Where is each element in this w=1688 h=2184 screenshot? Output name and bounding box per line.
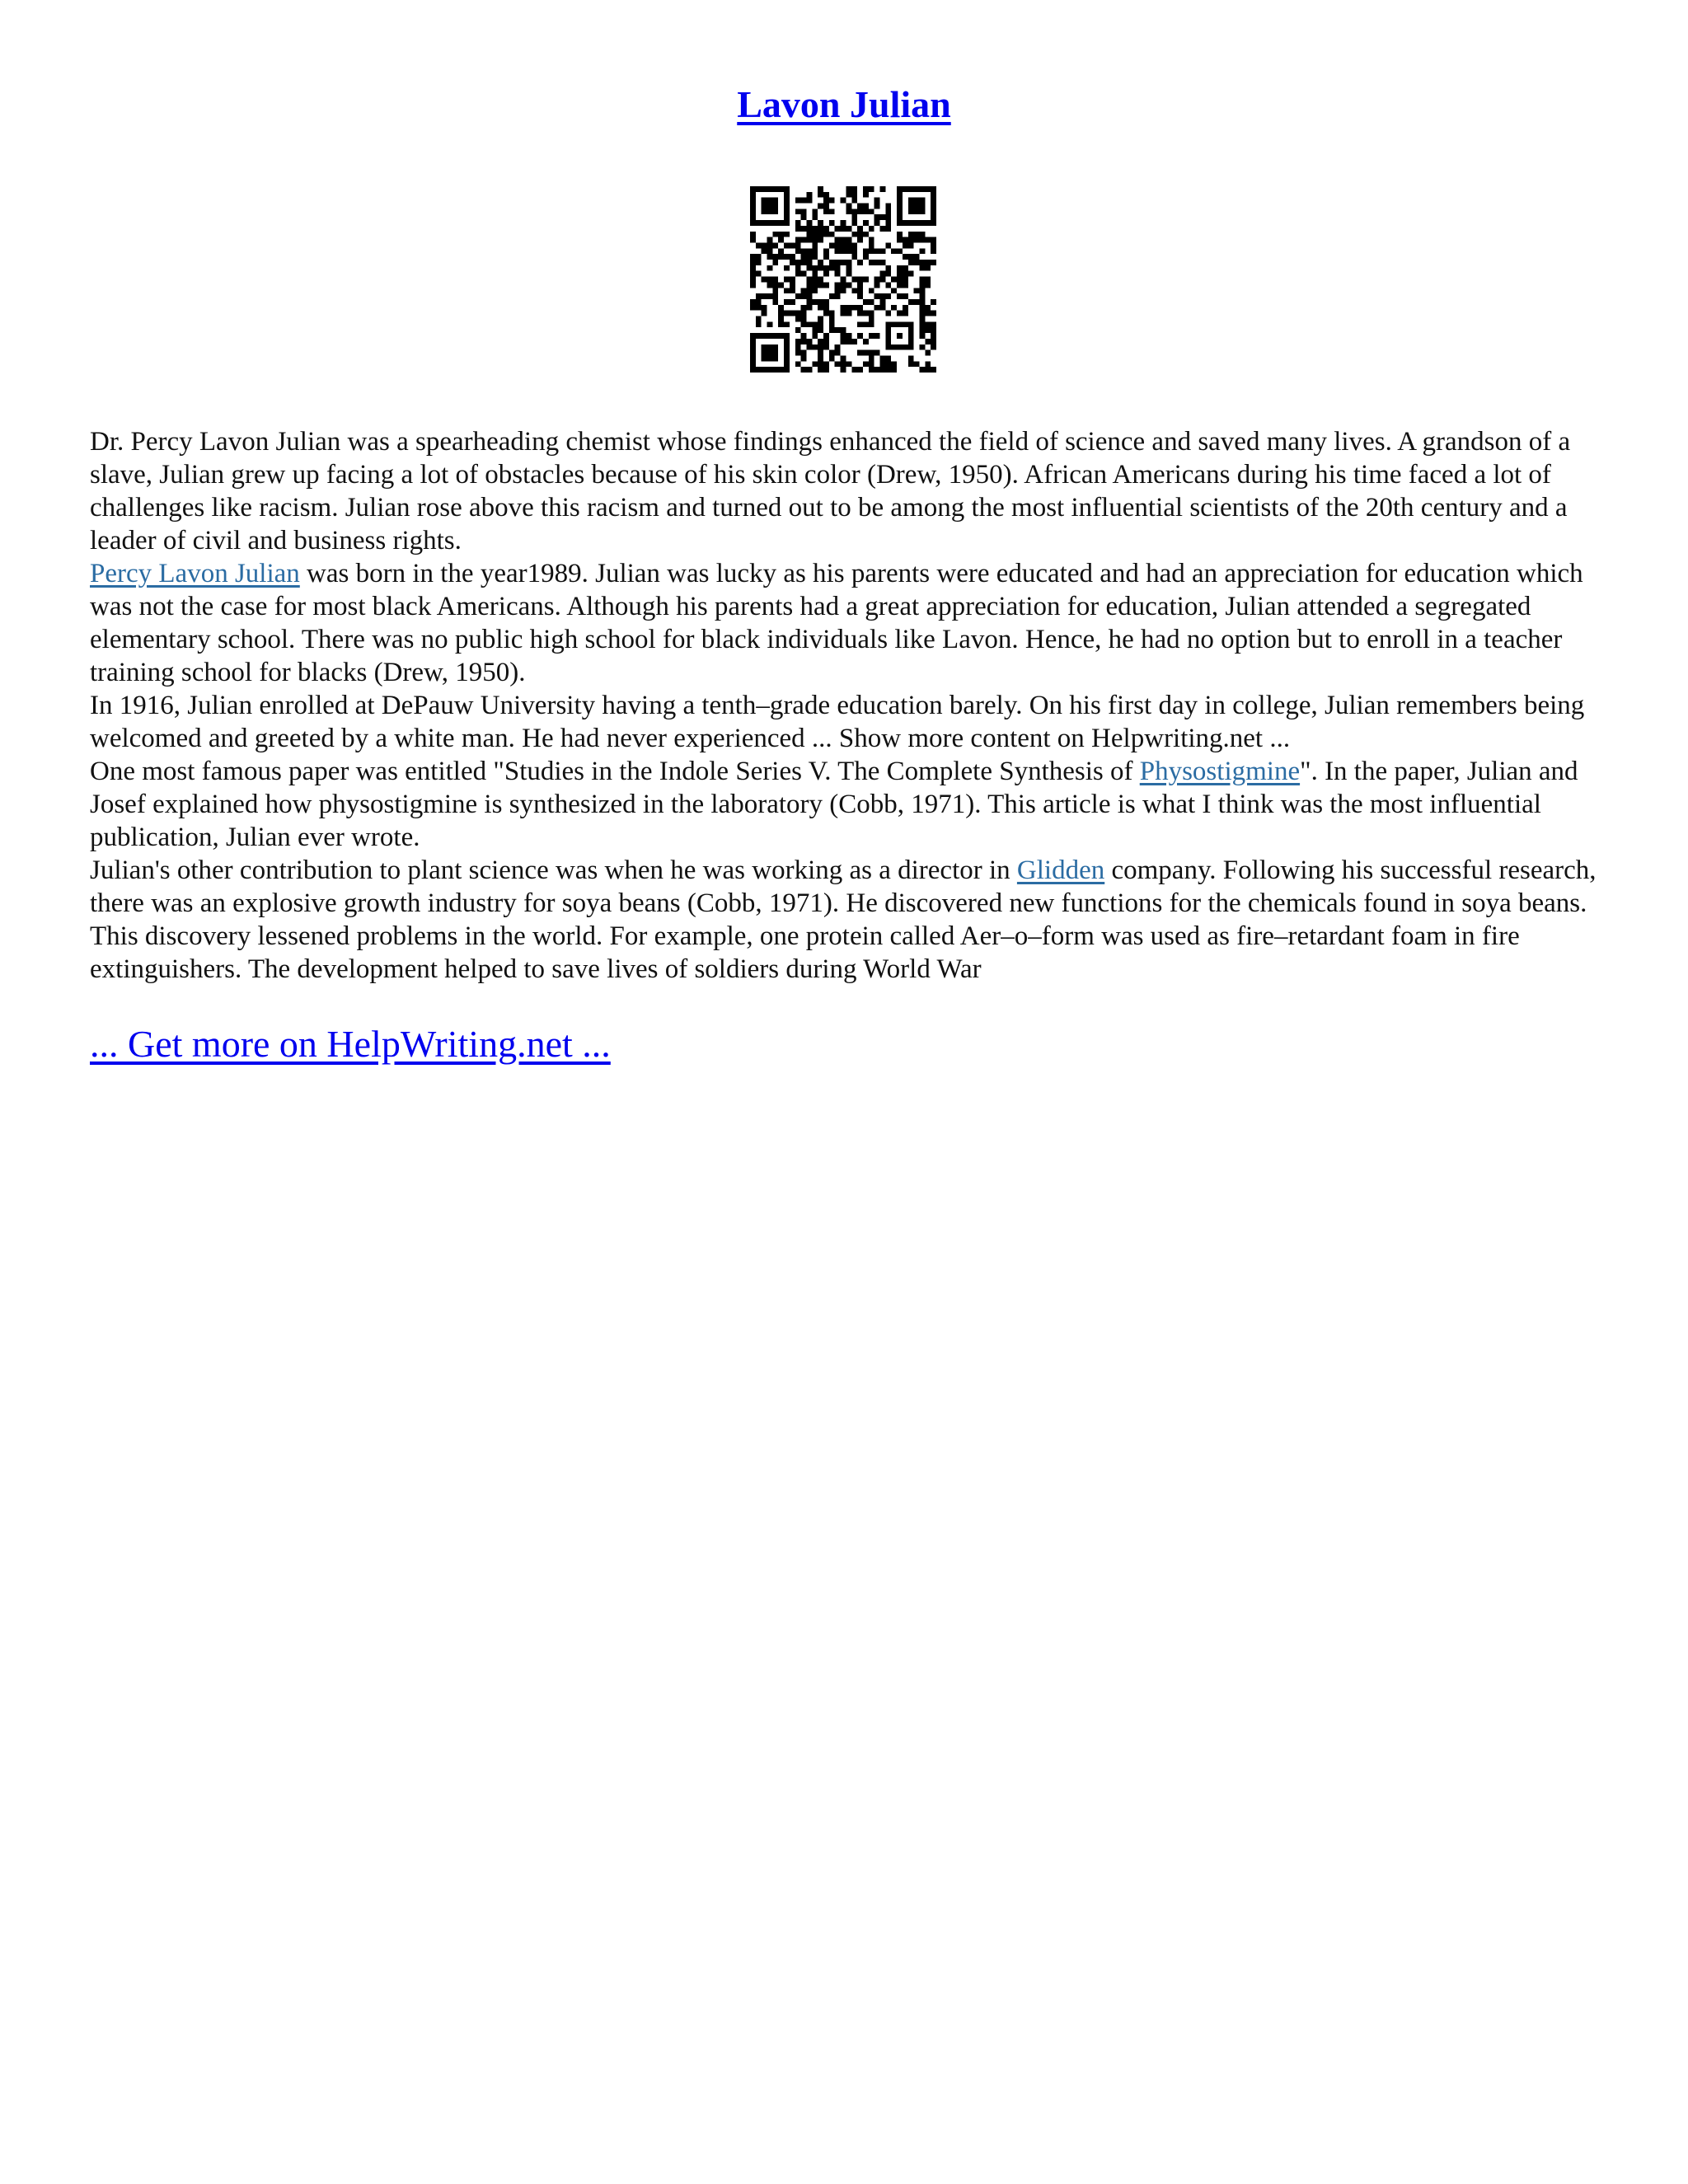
- paragraph-paper: [90, 755, 1598, 854]
- more-link-container: [90, 1022, 611, 1066]
- percy-lavon-julian-link[interactable]: Percy Lavon Julian: [90, 559, 300, 588]
- paragraph-glidden: [90, 854, 1598, 986]
- glidden-link[interactable]: Glidden: [1016, 855, 1105, 885]
- get-more-link[interactable]: ... Get more on HelpWriting.net ...: [90, 1023, 611, 1065]
- paragraph-paper-text-before: One most famous paper was entitled "Studies in the Indole Series V. The Complete Synthesis of: [90, 757, 1140, 786]
- title-container: [0, 82, 1688, 126]
- paragraph-paper-text-after: ". In the paper, Julian and Josef explained how physostigmine is synthesized in the laboratory (Cobb, 1971). This article is what I think was the most influential publication, Julian ever wrote.: [90, 757, 1578, 852]
- physostigmine-link[interactable]: Physostigmine: [1139, 757, 1301, 786]
- paragraph-college: In 1916, Julian enrolled at DePauw University having a tenth–grade education barely. On his first day in college, Julian remembers being welcomed and greeted by a white man. He had never experienced ... Show more content on Helpwriting.net ...: [90, 691, 1585, 753]
- qr-code-icon: [750, 186, 936, 373]
- paragraph-glidden-text-after: company. Following his successful research, there was an explosive growth industry for soya beans (Cobb, 1971). He discovered new functions for the chemicals found in soya beans. This discovery lessened problems in the world. For example, one protein called Aer–o–form was used as fire–retardant foam in fire extinguishers. The development helped to save lives of soldiers during World War: [90, 855, 1597, 984]
- paragraph-birth: [90, 557, 1598, 689]
- paragraph-birth-text: was born in the year1989. Julian was lucky as his parents were educated and had an appreciation for education which was not the case for most black Americans. Although his parents had a great appreciation for education, Julian attended a segregated elementary school. There was no public high school for black individuals like Lavon. Hence, he had no option but to enroll in a teacher training school for blacks (Drew, 1950).: [90, 559, 1583, 687]
- paragraph-intro: Dr. Percy Lavon Julian was a spearheading chemist whose findings enhanced the field of science and saved many lives. A grandson of a slave, Julian grew up facing a lot of obstacles because of his skin color (Drew, 1950). African Americans during his time faced a lot of challenges like racism. Julian rose above this racism and turned out to be among the most influential scientists of the 20th century and a leader of civil and business rights.: [90, 427, 1571, 555]
- page-title-link[interactable]: Lavon Julian: [737, 83, 951, 125]
- article-body: [90, 425, 1598, 986]
- paragraph-glidden-text-before: Julian's other contribution to plant science was when he was working as a director in: [90, 855, 1017, 885]
